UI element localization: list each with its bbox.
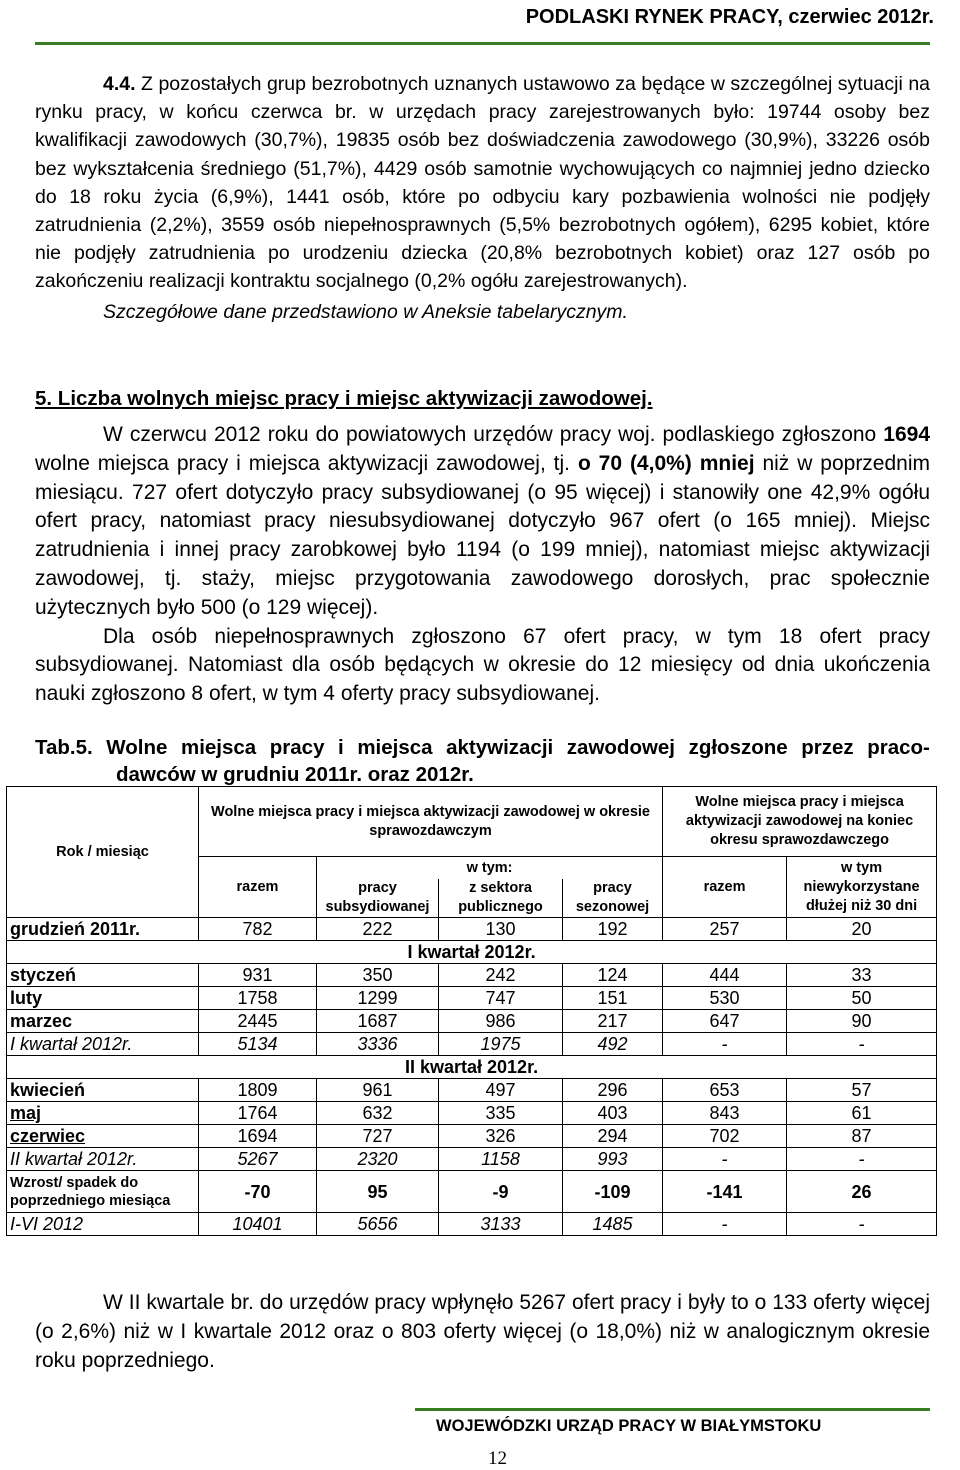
table-row: czerwiec 1694 727 326 294 702 87 <box>7 1125 937 1148</box>
header-group-koniec: Wolne miejsca pracy i miejsca aktywizacji zawodowej na koniec okresu sprawozdawczego <box>663 787 937 857</box>
caption-word: praco- <box>867 736 930 759</box>
header-niewykorzystane: w tym niewykorzystane dłużej niż 30 dni <box>787 857 937 918</box>
header-pracy-sezonowej: pracy sezonowej <box>563 879 663 918</box>
section-number: 4.4. <box>103 73 136 95</box>
final-paragraph: W II kwartale br. do urzędów pracy wpłynęło 5267 ofert pracy i były to o 133 oferty więcej (o 2,6%) niż w I kwartale 2012 oraz o 803 oferty więcej (o 18,0%) niż w analogicznym okresie roku poprzedniego. <box>35 1291 930 1372</box>
section-5-body <box>35 421 930 709</box>
table-row: maj 1764 632 335 403 843 61 <box>7 1102 937 1125</box>
table-row-q2-total: II kwartał 2012r. 5267 2320 1158 993 - - <box>7 1148 937 1171</box>
separator-q2: II kwartał 2012r. <box>7 1056 937 1079</box>
caption-word: aktywizacji <box>446 736 554 759</box>
table-row-q1-total: I kwartał 2012r. 5134 3336 1975 492 - - <box>7 1033 937 1056</box>
caption-line-1 <box>35 734 930 761</box>
caption-word: miejsca <box>357 736 433 759</box>
vacancies-table <box>6 786 937 1236</box>
caption-word: Tab.5. <box>35 736 93 759</box>
table-row: luty 1758 1299 747 151 530 50 <box>7 987 937 1010</box>
header-w-tym: w tym: <box>317 857 663 880</box>
header-sektor-publiczny: z sektora publicznego <box>439 879 563 918</box>
table-row: styczeń 931 350 242 124 444 33 <box>7 964 937 987</box>
table-row-grudzien: grudzień 2011r. 782 222 130 192 257 20 <box>7 918 937 941</box>
page-header-title: PODLASKI RYNEK PRACY, czerwiec 2012r. <box>525 6 934 28</box>
table-row: kwiecień 1809 961 497 296 653 57 <box>7 1079 937 1102</box>
caption-word: zawodowej <box>566 736 676 759</box>
section-5-p1: W czerwcu 2012 roku do powiatowych urzędów pracy woj. podlaskiego zgłoszono 1694 wolne miejsca pracy i miejsca aktywizacji zawodowej, tj. o 70 (4,0%) mniej niż w poprzednim miesiącu. 727 ofert dotyczyło pracy subsydiowanej (o 95 więcej) i stanowiły one 42,9% ogółu ofert pracy, natomiast pracy niesubsydiowanej dotyczyło 967 ofert (o 165 mniej). Miejsc zatrudnienia i innej pracy zarobkowej było 1194 (o 199 mniej), natomiast miejsc aktywizacji zawodowej, tj. staży, miejsc przygotowania zawodowego dorosłych, prac społecznie użytecznych było 500 (o 129 więcej). <box>35 423 931 619</box>
caption-word: zgłoszone <box>688 736 788 759</box>
header-razem: razem <box>199 857 317 918</box>
section-4-4-text: Z pozostałych grup bezrobotnych uznanych ustawowo za będące w szczególnej sytuacji na rynku pracy, w końcu czerwca br. w urzędach pracy zarejestrowanych było: 19744 osoby bez kwalifikacji zawodowych (30,7%), 19835 osób bez doświadczenia zawodowego (30,9%), 33226 osób bez wykształcenia średniego (51,7%), 4429 osób samotnie wychowujących co najmniej jedno dziecko do 18 roku życia (6,9%), 1441 osób, które po odbyciu kary pozbawienia wolności nie podjęły zatrudnienia (2,2%), 3559 osób niepełnosprawnych (5,5% bezrobotnych ogółem), 6295 kobiet, które nie podjęły zatrudnienia po urodzeniu dziecka (20,8% bezrobotnych kobiet) oraz 127 osób po zakończeniu realizacji kontraktu socjalnego (0,2% ogółu zarejestrowanych). <box>35 73 931 293</box>
caption-word: i <box>338 736 344 759</box>
page-number: 12 <box>488 1448 507 1469</box>
separator-q1: I kwartał 2012r. <box>7 941 937 964</box>
caption-line-2: dawców w grudniu 2011r. oraz 2012r. <box>116 763 474 786</box>
footer-rule <box>415 1408 930 1411</box>
header-pracy-subsydiowanej: pracy subsydiowanej <box>317 879 439 918</box>
section-5-p2: Dla osób niepełnosprawnych zgłoszono 67 ofert pracy, w tym 18 ofert pracy subsydiowanej. Natomiast dla osób będących w okresie do 12 miesięcy od dnia ukończenia nauki zgłoszono 8 ofert, w tym 4 oferty pracy subsydiowanej. <box>35 624 930 706</box>
caption-word: przez <box>801 736 854 759</box>
section-5-title: 5. Liczba wolnych miejsc pracy i miejsc aktywizacji zawodowej. <box>35 387 653 410</box>
section-4-4 <box>35 70 930 326</box>
annex-note: Szczegółowe dane przedstawiono w Aneksie tabelarycznym. <box>103 300 628 323</box>
footer-org: WOJEWÓDZKI URZĄD PRACY W BIAŁYMSTOKU <box>436 1417 822 1435</box>
caption-word: pracy <box>269 736 325 759</box>
header-rok-miesiac: Rok / miesiąc <box>7 787 199 918</box>
header-rule <box>35 42 930 45</box>
table-row: marzec 2445 1687 986 217 647 90 <box>7 1010 937 1033</box>
table-caption <box>35 734 930 788</box>
table-row-i-vi: I-VI 2012 10401 5656 3133 1485 - - <box>7 1213 937 1236</box>
table-row-change: Wzrost/ spadek do poprzedniego miesiąca -70 95 -9 -109 -141 26 <box>7 1171 937 1213</box>
header-group-okres: Wolne miejsca pracy i miejsca aktywizacji zawodowej w okresie sprawozdawczym <box>199 787 663 857</box>
caption-word: Wolne <box>106 736 168 759</box>
header-razem-koniec: razem <box>663 857 787 918</box>
caption-word: miejsca <box>180 736 257 759</box>
